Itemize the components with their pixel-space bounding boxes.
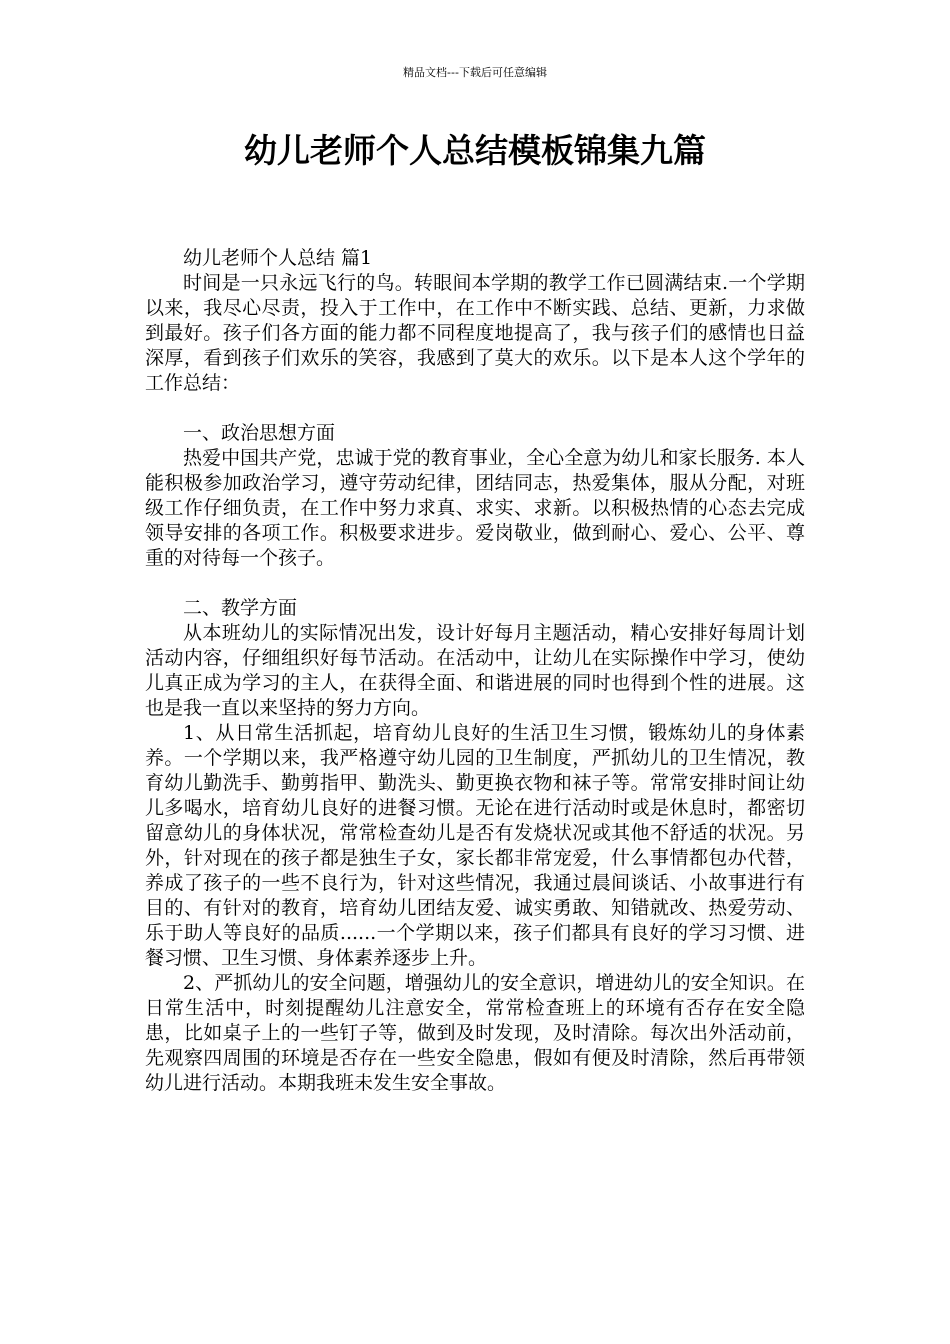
document-title: 幼儿老师个人总结模板锦集九篇 [244, 131, 706, 170]
intro-paragraph: 时间是一只永远飞行的鸟。转眼间本学期的教学工作已圆满结束.一个学期以来，我尽心尽责，投入于工作中，在工作中不断实践、总结、更新，力求做到最好。孩子们各方面的能力都不同程度地提高了，我与孩子们的感情也日益深厚，看到孩子们欢乐的笑容，我感到了莫大的欢乐。以下是本人这个学年的工作总结： [145, 272, 805, 394]
document-body [145, 246, 805, 1096]
paragraph-spacer [145, 571, 805, 596]
part2-paragraph-2: 1、从日常生活抓起，培育幼儿良好的生活卫生习惯，锻炼幼儿的身体素养。一个学期以来，我严格遵守幼儿园的卫生制度，严抓幼儿的卫生情况，教育幼儿勤洗手、勤剪指甲、勤洗头、勤更换衣物和袜子等。常常安排时间让幼儿多喝水，培育幼儿良好的进餐习惯。无论在进行活动时或是休息时，都密切留意幼儿的身体状况，常常检查幼儿是否有发烧状况或其他不舒适的状况。另外，针对现在的孩子都是独生子女，家长都非常宠爱，什么事情都包办代替，养成了孩子的一些不良行为，针对这些情况，我通过晨间谈话、小故事进行有目的、有针对的教育，培育幼儿团结友爱、诚实勇敢、知错就改、热爱劳动、乐于助人等良好的品质......一个学期以来，孩子们都具有良好的学习习惯、进餐习惯、卫生习惯、身体素养逐步上升。 [145, 722, 805, 969]
header-note: 精品文档---下载后可任意编辑 [403, 66, 547, 79]
part2-heading: 二、教学方面 [183, 597, 298, 619]
section-label: 幼儿老师个人总结 篇1 [183, 247, 373, 269]
part1-paragraph: 热爱中国共产党，忠诚于党的教育事业，全心全意为幼儿和家长服务. 本人能积极参加政治学习，遵守劳动纪律，团结同志，热爱集体，服从分配，对班级工作仔细负责，在工作中努力求真、求实、求新。以积极热情的心态去完成领导安排的各项工作。积极要求进步。爱岗敬业，做到耐心、爱心、公平、尊重的对待每一个孩子。 [145, 447, 805, 569]
paragraph-spacer [145, 396, 805, 421]
part2-paragraph-1: 从本班幼儿的实际情况出发，设计好每月主题活动，精心安排好每周计划活动内容，仔细组织好每节活动。在活动中，让幼儿在实际操作中学习，使幼儿真正成为学习的主人，在获得全面、和谐进展的同时也得到个性的进展。这也是我一直以来坚持的努力方向。 [145, 622, 805, 719]
part1-heading: 一、政治思想方面 [183, 422, 336, 444]
part2-paragraph-3: 2、严抓幼儿的安全问题，增强幼儿的安全意识，增进幼儿的安全知识。在日常生活中，时刻提醒幼儿注意安全，常常检查班上的环境有否存在安全隐患，比如桌子上的一些钉子等，做到及时发现，及时清除。每次出外活动前，先观察四周围的环境是否存在一些安全隐患，假如有便及时清除，然后再带领幼儿进行活动。本期我班未发生安全事故。 [145, 972, 805, 1094]
